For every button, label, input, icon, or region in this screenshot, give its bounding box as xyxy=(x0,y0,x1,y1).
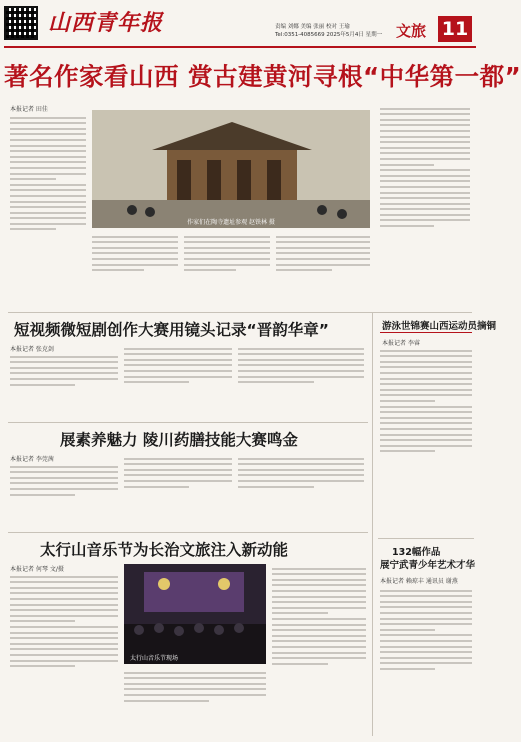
lead-photo-caption: 作家们在陶寺遗址参观 赵铁林 摄 xyxy=(187,219,275,226)
article4-body-col3 xyxy=(272,564,366,736)
concert-photo xyxy=(124,564,266,664)
sidebar2-body xyxy=(380,586,472,736)
lead-photo xyxy=(92,110,370,228)
article2-body-col2 xyxy=(124,344,232,418)
sidebar2-headline-line2: 展宁武青少年艺术才华 xyxy=(380,560,476,571)
article3-body-col1 xyxy=(10,462,118,526)
column-divider xyxy=(372,312,373,736)
divider xyxy=(8,532,368,533)
divider xyxy=(378,538,474,539)
lead-body-col5 xyxy=(380,104,470,308)
masthead-rule xyxy=(4,46,476,48)
article4-body-col2 xyxy=(124,668,266,736)
divider xyxy=(8,312,472,313)
section-title: 文旅 xyxy=(396,22,427,40)
contact-date: Tel:0351-4085669 2025年5月4日 星期一 xyxy=(275,32,383,38)
lead-body-col1 xyxy=(10,113,86,308)
lead-body-col2 xyxy=(92,232,178,308)
article3-byline: 本报记者 李莞茜 xyxy=(10,456,54,463)
sidebar1-body xyxy=(380,346,472,532)
article4-byline: 本报记者 何琴 文/摄 xyxy=(10,566,64,573)
sidebar1-rule xyxy=(380,332,472,333)
lead-byline: 本报记者 田佳 xyxy=(10,106,48,113)
sidebar1-headline: 游泳世锦赛山西运动员摘铜 xyxy=(382,321,497,332)
divider xyxy=(8,422,368,423)
article4-body-col1 xyxy=(10,572,118,736)
temple-illustration xyxy=(92,110,370,228)
article2-byline: 本报记者 张克剑 xyxy=(10,346,54,353)
article2-body-col3 xyxy=(238,344,364,418)
article3-body-col3 xyxy=(238,454,364,526)
newspaper-logo: 山西青年报 xyxy=(48,10,164,36)
editor-credits: 责编 刘娜 美编 张丽 校对 王瑜 xyxy=(275,24,350,30)
article2-headline: 短视频微短剧创作大赛用镜头记录“晋韵华章” xyxy=(14,321,329,339)
lead-headline: 著名作家看山西 赏古建黄河寻根“中华第一都” xyxy=(4,62,521,91)
article3-body-col2 xyxy=(124,454,232,526)
sidebar2-byline: 本报记者 赖琼丰 通讯员 谢燕 xyxy=(380,578,458,585)
sidebar2-headline-line1: 132幅作品 xyxy=(392,547,441,558)
article2-body-col1 xyxy=(10,352,118,418)
article4-headline: 太行山音乐节为长治文旅注入新动能 xyxy=(40,541,289,559)
concert-photo-caption: 太行山音乐节现场 xyxy=(130,655,179,662)
sidebar1-byline: 本报记者 李睿 xyxy=(382,340,420,347)
lead-body-col3 xyxy=(184,232,270,308)
lead-body-col4 xyxy=(276,232,370,308)
article3-headline: 展素养魅力 陵川药膳技能大赛鸣金 xyxy=(60,431,298,449)
page-number: 11 xyxy=(438,16,472,42)
qr-code-icon xyxy=(4,6,38,40)
masthead xyxy=(0,0,480,52)
concert-crowd-illustration xyxy=(124,564,266,664)
